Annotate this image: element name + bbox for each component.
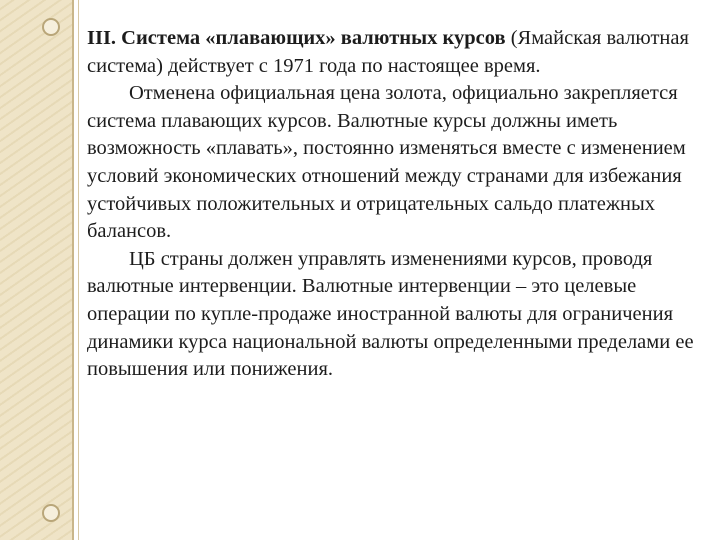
side-divider-line-inner [78,0,79,540]
ring-ornament-icon [42,504,60,522]
section-intro: (Ямайская валютная система) действует с 1971 года по настоящее время. [87,27,689,77]
section-heading: III. Система «плавающих» валютных курсов [87,27,506,49]
section-title-block [87,25,707,80]
decorative-side-band [0,0,72,540]
paragraph-central-bank: ЦБ страны должен управлять изменениями курсов, проводя валютные интервенции. Валютные интервенции – это целевые операции по купле-продаже иностранной валюты для ограничения динамики курса национальной валюты определенными пределами ее повышения или понижения. [87,247,694,381]
paragraph-gold-price: Отменена официальная цена золота, официально закрепляется система плавающих курсов. Валютные курсы должны иметь возможность «плавать», постоянно изменяться вместе с изменением условий экономических отношений между странами для избежания устойчивых положительных и отрицательных сальдо платежных балансов. [87,82,686,243]
side-divider-line [72,0,74,540]
slide-body [87,25,707,384]
ring-ornament-icon [42,18,60,36]
